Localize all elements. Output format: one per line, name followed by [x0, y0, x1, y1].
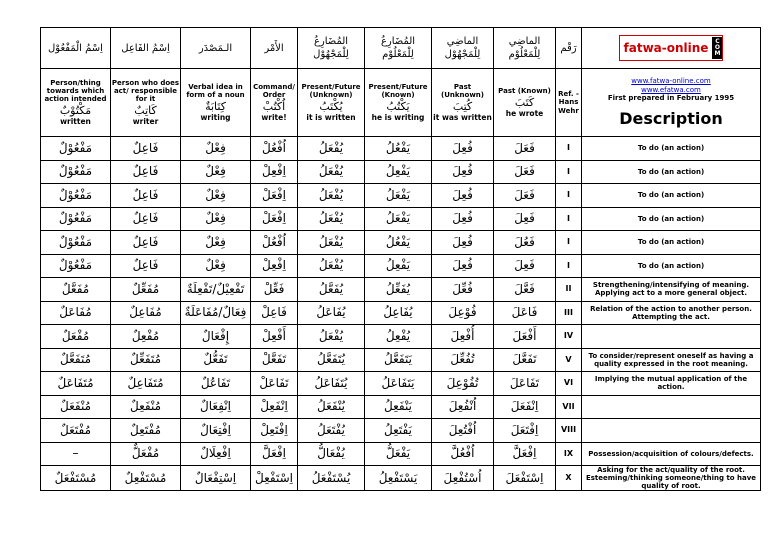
pattern-cell: مَفْعُوْلٌ [41, 207, 111, 231]
pattern-cell: يَسْتَفْعِلُ [365, 466, 432, 491]
pattern-cell: اِسْتِفْعَالٌ [181, 466, 251, 491]
header-arabic: رَقْم [556, 28, 582, 69]
pattern-cell: يُفْعِلُ [365, 325, 432, 349]
header-cell [111, 69, 181, 137]
pattern-cell: فُعِلَ [432, 137, 494, 161]
table-row [41, 301, 761, 325]
header-cell [298, 69, 365, 137]
pattern-cell: يُفْعَلُ [298, 325, 365, 349]
pattern-cell: يَفْعِلُ [365, 254, 432, 278]
pattern-cell: مُفْعَلٌّ [111, 442, 181, 466]
description-title: Description [619, 109, 723, 129]
prepared-note: First prepared in February 1995 [607, 94, 735, 103]
table-row [41, 184, 761, 208]
form-number: I [556, 207, 582, 231]
header-english: Person who does act/ responsible for it [111, 79, 180, 104]
pattern-cell: فَعَلَ [494, 160, 556, 184]
header-arabic: الماضِي لِلْمَعْلُوْم [494, 28, 556, 69]
pattern-cell: فُعِلَ [432, 207, 494, 231]
pattern-cell: تَفَاعَلْ [251, 372, 298, 396]
pattern-cell: تَفَعُّلٌ [181, 348, 251, 372]
header-cell [494, 69, 556, 137]
pattern-cell: فَاعِلٌ [111, 231, 181, 255]
pattern-cell: اِفْعَلَّ [251, 442, 298, 466]
example-english: write! [261, 112, 287, 122]
pattern-cell: اِفْعَلْ [251, 184, 298, 208]
pattern-cell: يَتَفَعَّلُ [365, 348, 432, 372]
pattern-cell: تَفَعَّلَ [494, 348, 556, 372]
pattern-cell: فِعَالٌ/مُفَاعَلَةٌ [181, 301, 251, 325]
pattern-cell: فُوْعِلَ [432, 301, 494, 325]
header-arabic: الـمَصْدَر [181, 28, 251, 69]
pattern-cell: فُعِلَ [432, 160, 494, 184]
pattern-cell: تُفُوْعِلَ [432, 372, 494, 396]
example-arabic: يَكْتُبُ [386, 100, 410, 114]
example-arabic: كُتِبَ [452, 100, 473, 114]
pattern-cell: فَاعَلَ [494, 301, 556, 325]
pattern-cell: – [41, 442, 111, 466]
pattern-cell: يَفْعَلُ [365, 207, 432, 231]
form-number: VI [556, 372, 582, 396]
table-row [41, 348, 761, 372]
form-description: To consider/represent oneself as having a quality expressed in the root meaning. [582, 348, 761, 372]
header-ref: Ref. - Hans Wehr [558, 89, 579, 115]
pattern-cell: يُفَاعَلُ [298, 301, 365, 325]
pattern-cell: اِنْفَعَلَ [494, 395, 556, 419]
table-row [41, 254, 761, 278]
header-cell [181, 69, 251, 137]
form-description [582, 395, 761, 419]
pattern-cell: مُتَفَعَّلٌ [41, 348, 111, 372]
form-number: I [556, 254, 582, 278]
pattern-cell: فِعْلٌ [181, 160, 251, 184]
pattern-cell: مُفَاعِلٌ [111, 301, 181, 325]
header-english-row [41, 69, 761, 137]
form-description: To do (an action) [582, 254, 761, 278]
link-efatwa[interactable]: www.efatwa.com [641, 85, 701, 94]
pattern-cell: فَاعِلْ [251, 301, 298, 325]
pattern-cell: فَعُلَ [494, 231, 556, 255]
logo-badge-letter: M [714, 50, 721, 58]
pattern-cell: فِعْلٌ [181, 254, 251, 278]
pattern-cell: مُسْتَفْعِلٌ [111, 466, 181, 491]
table-row [41, 325, 761, 349]
pattern-cell: يُفْتَعَلُ [298, 419, 365, 443]
pattern-cell: مُفَاعَلٌ [41, 301, 111, 325]
pattern-cell: اُفْتُعِلَ [432, 419, 494, 443]
pattern-cell: مُفَعَّلٌ [41, 278, 111, 302]
pattern-cell: يُفْعَلُ [298, 137, 365, 161]
example-arabic: اُكْتُبْ [262, 100, 286, 114]
logo-text: fatwa-online [623, 40, 709, 55]
pattern-cell: يُسْتَفْعَلُ [298, 466, 365, 491]
header-arabic: اِسْمُ الفَاعِل [111, 28, 181, 69]
header-english: Command/ Order [253, 83, 295, 100]
form-description: To do (an action) [582, 137, 761, 161]
links-cell [582, 69, 761, 137]
header-english: Present/Future (Unknown) [301, 83, 361, 100]
pattern-cell: اِفْعِلْ [251, 160, 298, 184]
logo-badge-letter: C [715, 37, 720, 45]
form-number: VIII [556, 419, 582, 443]
pattern-cell: فَعِلَ [494, 254, 556, 278]
pattern-cell: مَفْعُوْلٌ [41, 137, 111, 161]
pattern-cell: فُعِلَ [432, 184, 494, 208]
pattern-cell: مُفْعَلٌ [41, 325, 111, 349]
form-number: I [556, 231, 582, 255]
pattern-cell: مُفْعِلٌ [111, 325, 181, 349]
pattern-cell: اِنْفِعَالٌ [181, 395, 251, 419]
pattern-cell: يَفْعَلُ [365, 184, 432, 208]
form-description [582, 325, 761, 349]
pattern-cell: مَفْعُوْلٌ [41, 160, 111, 184]
pattern-cell: مُفْتَعِلٌ [111, 419, 181, 443]
example-arabic: كَاتِبٌ [134, 104, 157, 118]
form-description: To do (an action) [582, 160, 761, 184]
pattern-cell: يُفْعَالُّ [298, 442, 365, 466]
table-row [41, 231, 761, 255]
form-description: To do (an action) [582, 184, 761, 208]
pattern-cell: يَفْتَعِلُ [365, 419, 432, 443]
header-english: Verbal idea in form of a noun [186, 83, 245, 100]
table-row [41, 137, 761, 161]
pattern-cell: يَفْعُلُ [365, 231, 432, 255]
table-row [41, 466, 761, 491]
form-number: VII [556, 395, 582, 419]
form-number: I [556, 184, 582, 208]
form-number: II [556, 278, 582, 302]
header-arabic: المُضَارِعُ لِلْمَجْهُوْل [298, 28, 365, 69]
pattern-cell: اُفْعُلْ [251, 137, 298, 161]
pattern-cell: تَفَاعَلَ [494, 372, 556, 396]
pattern-cell: مَفْعُوْلٌ [41, 231, 111, 255]
pattern-cell: اُسْتُفْعِلَ [432, 466, 494, 491]
example-arabic: يُكْتَبُ [319, 100, 343, 114]
pattern-cell: يُفَعَّلُ [298, 278, 365, 302]
pattern-cell: يَنْفَعِلُ [365, 395, 432, 419]
pattern-cell: مُتَفَاعَلٌ [41, 372, 111, 396]
pattern-cell: فَاعِلٌ [111, 207, 181, 231]
pattern-cell: فُعِلَ [432, 231, 494, 255]
example-english: it is written [306, 112, 356, 122]
form-number: IV [556, 325, 582, 349]
pattern-cell: مُنْفَعِلٌ [111, 395, 181, 419]
header-cell [365, 69, 432, 137]
example-english: writing [200, 112, 231, 122]
header-arabic: المُضَارِعُ لِلْمَعْلُوْم [365, 28, 432, 69]
table-row [41, 207, 761, 231]
pattern-cell: يَفْعَلُّ [365, 442, 432, 466]
pattern-cell: فَعِلَ [494, 207, 556, 231]
header-arabic-row [41, 28, 761, 69]
pattern-cell: يُتَفَعَّلُ [298, 348, 365, 372]
pattern-cell: إِفْعَالٌ [181, 325, 251, 349]
pattern-cell: اِفْتِعَالٌ [181, 419, 251, 443]
pattern-cell: تَفَعَّلْ [251, 348, 298, 372]
pattern-cell: فَاعِلٌ [111, 137, 181, 161]
header-cell [251, 69, 298, 137]
logo-cell [582, 28, 761, 69]
pattern-cell: اِسْتَفْعَلَ [494, 466, 556, 491]
form-description: Possession/acquisition of colours/defects. [582, 442, 761, 466]
example-english: it was written [433, 112, 492, 122]
pattern-cell: يُفَعِّلُ [365, 278, 432, 302]
pattern-cell: اُنْفُعِلَ [432, 395, 494, 419]
pattern-cell: فَعَّلَ [494, 278, 556, 302]
header-arabic: اِسْمُ الْمَفْعُوْل [41, 28, 111, 69]
pattern-cell: يَتَفَاعَلُ [365, 372, 432, 396]
pattern-cell: يَفْعُلُ [365, 137, 432, 161]
pattern-cell: يُفَاعِلُ [365, 301, 432, 325]
pattern-cell: تَفَاعُلٌ [181, 372, 251, 396]
pattern-cell: يُتَفَاعَلُ [298, 372, 365, 396]
table-row [41, 278, 761, 302]
pattern-cell: اِفْعِلْ [251, 254, 298, 278]
header-english: Person/thing towards which action intended [44, 79, 107, 104]
table-row [41, 442, 761, 466]
pattern-cell: مَفْعُوْلٌ [41, 254, 111, 278]
pattern-cell: يُنْفَعَلُ [298, 395, 365, 419]
pattern-cell: فَعِّلْ [251, 278, 298, 302]
pattern-cell: اِنْفَعِلْ [251, 395, 298, 419]
form-number: I [556, 160, 582, 184]
example-english: he wrote [505, 108, 544, 118]
pattern-cell: فَعَلَ [494, 137, 556, 161]
table-row [41, 372, 761, 396]
logo-badge-letter: O [714, 43, 720, 51]
form-description [582, 419, 761, 443]
pattern-cell: اِفْعَلَّ [494, 442, 556, 466]
link-fatwa-online[interactable]: www.fatwa-online.com [631, 76, 711, 85]
table-row [41, 419, 761, 443]
example-english: writer [132, 116, 159, 126]
pattern-cell: فَعَلَ [494, 184, 556, 208]
pattern-cell: تَفْعِيْلٌ/تَفْعِلَةٌ [181, 278, 251, 302]
pattern-cell: مُتَفَاعِلٌ [111, 372, 181, 396]
pattern-cell: فَاعِلٌ [111, 184, 181, 208]
links-block [582, 77, 760, 103]
pattern-cell: أُفْعِلَ [432, 325, 494, 349]
pattern-cell: يُفْعَلُ [298, 207, 365, 231]
header-english: Past (Known) [498, 87, 551, 96]
pattern-cell: أَفْعِلْ [251, 325, 298, 349]
pattern-cell: أَفْعَلَ [494, 325, 556, 349]
pattern-cell: مُفَعِّلٌ [111, 278, 181, 302]
pattern-cell: مُنْفَعَلٌ [41, 395, 111, 419]
form-number: V [556, 348, 582, 372]
header-cell [41, 69, 111, 137]
header-cell [432, 69, 494, 137]
pattern-cell: اِفْعَلْ [251, 207, 298, 231]
verb-forms-table [40, 27, 761, 491]
pattern-cell: يُفْعَلُ [298, 160, 365, 184]
form-number: III [556, 301, 582, 325]
pattern-cell: فِعْلٌ [181, 184, 251, 208]
pattern-cell: فُعِّلَ [432, 278, 494, 302]
fatwa-online-logo [619, 35, 724, 61]
example-arabic: كِتَابَةٌ [205, 100, 226, 114]
example-english: written [60, 116, 91, 126]
form-description: To do (an action) [582, 231, 761, 255]
pattern-cell: مَفْعُوْلٌ [41, 184, 111, 208]
form-description: Asking for the act/quality of the root. Esteeming/thinking someone/thing to have quality of root. [582, 466, 761, 491]
form-number: X [556, 466, 582, 491]
pattern-cell: فِعْلٌ [181, 231, 251, 255]
pattern-cell: مُسْتَفْعَلٌ [41, 466, 111, 491]
pattern-cell: يُفْعَلُ [298, 231, 365, 255]
table-row [41, 160, 761, 184]
pattern-cell: اِفْعِلَالٌ [181, 442, 251, 466]
pattern-cell: مُفْتَعَلٌ [41, 419, 111, 443]
form-description: Strengthening/intensifying of meaning. Applying act to a more general object. [582, 278, 761, 302]
pattern-cell: فَاعِلٌ [111, 160, 181, 184]
pattern-cell: تُفُعِّلَ [432, 348, 494, 372]
pattern-cell: يُفْعَلُ [298, 254, 365, 278]
header-cell [556, 69, 582, 137]
pattern-cell: مُتَفَعِّلٌ [111, 348, 181, 372]
pattern-cell: اِفْتَعَلَ [494, 419, 556, 443]
pattern-cell: يُفْعَلُ [298, 184, 365, 208]
example-arabic: كَتَبَ [514, 96, 535, 110]
pattern-cell: اُفْعُلَّ [432, 442, 494, 466]
table-row [41, 395, 761, 419]
logo-badge [712, 37, 722, 59]
form-number: IX [556, 442, 582, 466]
form-description: Implying the mutual application of the action. [582, 372, 761, 396]
form-description: To do (an action) [582, 207, 761, 231]
form-description: Relation of the action to another person. Attempting the act. [582, 301, 761, 325]
pattern-cell: فَاعِلٌ [111, 254, 181, 278]
header-english: Present/Future (Known) [368, 83, 428, 100]
pattern-cell: فُعِلَ [432, 254, 494, 278]
header-arabic: الماضِي لِلْمَجْهُوْل [432, 28, 494, 69]
pattern-cell: اُفْعُلْ [251, 231, 298, 255]
pattern-cell: يَفْعِلُ [365, 160, 432, 184]
form-number: I [556, 137, 582, 161]
pattern-cell: اِفْتَعِلْ [251, 419, 298, 443]
pattern-cell: فِعْلٌ [181, 207, 251, 231]
example-arabic: مَكْتُوْبٌ [59, 104, 92, 118]
verb-forms-chart [40, 27, 761, 491]
pattern-cell: فِعْلٌ [181, 137, 251, 161]
example-english: he is writing [371, 112, 425, 122]
pattern-cell: اِسْتَفْعِلْ [251, 466, 298, 491]
header-english: Past (Unknown) [441, 83, 484, 100]
header-arabic: الأَمْر [251, 28, 298, 69]
